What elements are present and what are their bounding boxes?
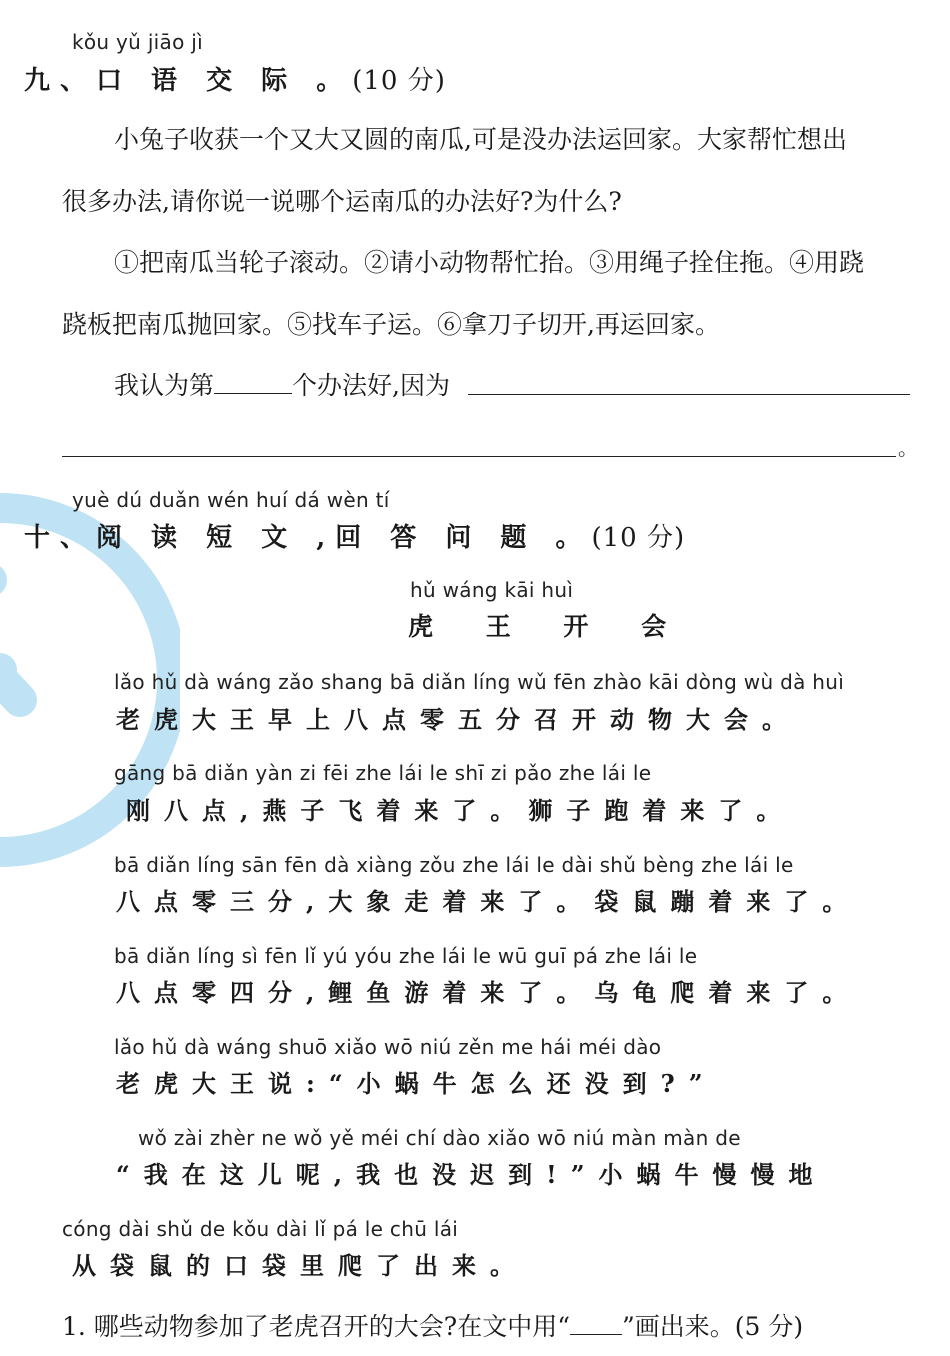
story-line5-text: 老虎大王说:“小蜗牛怎么还没到?” [116,1069,717,1098]
question1-score: (5 分) [734,1312,804,1341]
section9-score: (10 分) [352,66,446,96]
story-line7-text: 从袋鼠的口袋里爬了出来。 [72,1251,528,1280]
story-title: 虎 王 开 会 [408,612,689,641]
story-line1-pinyin: lǎo hǔ dà wáng zǎo shang bā diǎn líng wǔ fēn zhào kāi dòng wù dà huì [114,670,845,694]
story-line4-text: 八点零四分,鲤鱼游着来了。乌龟爬着来了。 [116,978,861,1007]
section10-pinyin: yuè dú duǎn wén huí dá wèn tí [72,488,390,512]
answer-reason-blank-2[interactable] [62,456,896,457]
para2-line1: ①把南瓜当轮子滚动。②请小动物帮忙抬。③用绳子拴住拖。④用跷 [114,248,865,277]
story-line1-text: 老虎大王早上八点零五分召开动物大会。 [116,705,800,734]
section9-heading [24,60,446,97]
story-line3-pinyin: bā diǎn líng sān fēn dà xiàng zǒu zhe lái le dài shǔ bèng zhe lái le [114,853,794,877]
section9-pinyin: kǒu yǔ jiāo jì [72,30,203,54]
question-1 [62,1307,803,1343]
para1-line1: 小兔子收获一个又大又圆的南瓜,可是没办法运回家。大家帮忙想出 [114,125,847,154]
story-line2-text: 刚八点,燕子飞着来了。狮子跑着来了。 [126,796,795,825]
answer-prefix: 我认为第 [114,371,215,400]
story-title-pinyin: hǔ wáng kāi huì [410,578,574,602]
story-line6-pinyin: wǒ zài zhèr ne wǒ yě méi chí dào xiǎo wō niú màn màn de [138,1126,741,1150]
story-line4-pinyin: bā diǎn líng sì fēn lǐ yú yóu zhe lái le wū guī pá zhe lái le [114,944,698,968]
section10-score: (10 分) [591,523,686,553]
answer-line [114,366,450,402]
answer-reason-blank[interactable] [468,394,910,395]
story-line7-pinyin: cóng dài shǔ de kǒu dài lǐ pá le chū lái [62,1217,459,1241]
question1-prefix: 1. 哪些动物参加了老虎召开的大会?在文中用“ [62,1312,570,1341]
story-line3-text: 八点零三分,大象走着来了。袋鼠蹦着来了。 [116,887,861,916]
story-line2-pinyin: gāng bā diǎn yàn zi fēi zhe lái le shī zi pǎo zhe lái le [114,761,652,785]
story-line6-text: “我在这儿呢,我也没迟到!”小蜗牛慢慢地 [116,1160,827,1189]
answer-mid: 个办法好,因为 [292,371,450,400]
section10-title: 十、阅 读 短 文 ,回 答 问 题 。 [24,523,592,553]
story-line5-pinyin: lǎo hǔ dà wáng shuō xiǎo wō niú zěn me hái méi dào [114,1035,662,1059]
section10-heading [24,517,685,554]
para2-line2: 跷板把南瓜抛回家。⑤找车子运。⑥拿刀子切开,再运回家。 [62,310,720,339]
para1-line2: 很多办法,请你说一说哪个运南瓜的办法好?为什么? [62,187,622,216]
answer-end: 。 [898,436,918,460]
answer-number-blank[interactable] [214,369,292,394]
question1-underline-sample [570,1310,622,1335]
question1-suffix: ”画出来。 [622,1312,735,1341]
section9-title: 九、口 语 交 际 。 [24,66,353,96]
